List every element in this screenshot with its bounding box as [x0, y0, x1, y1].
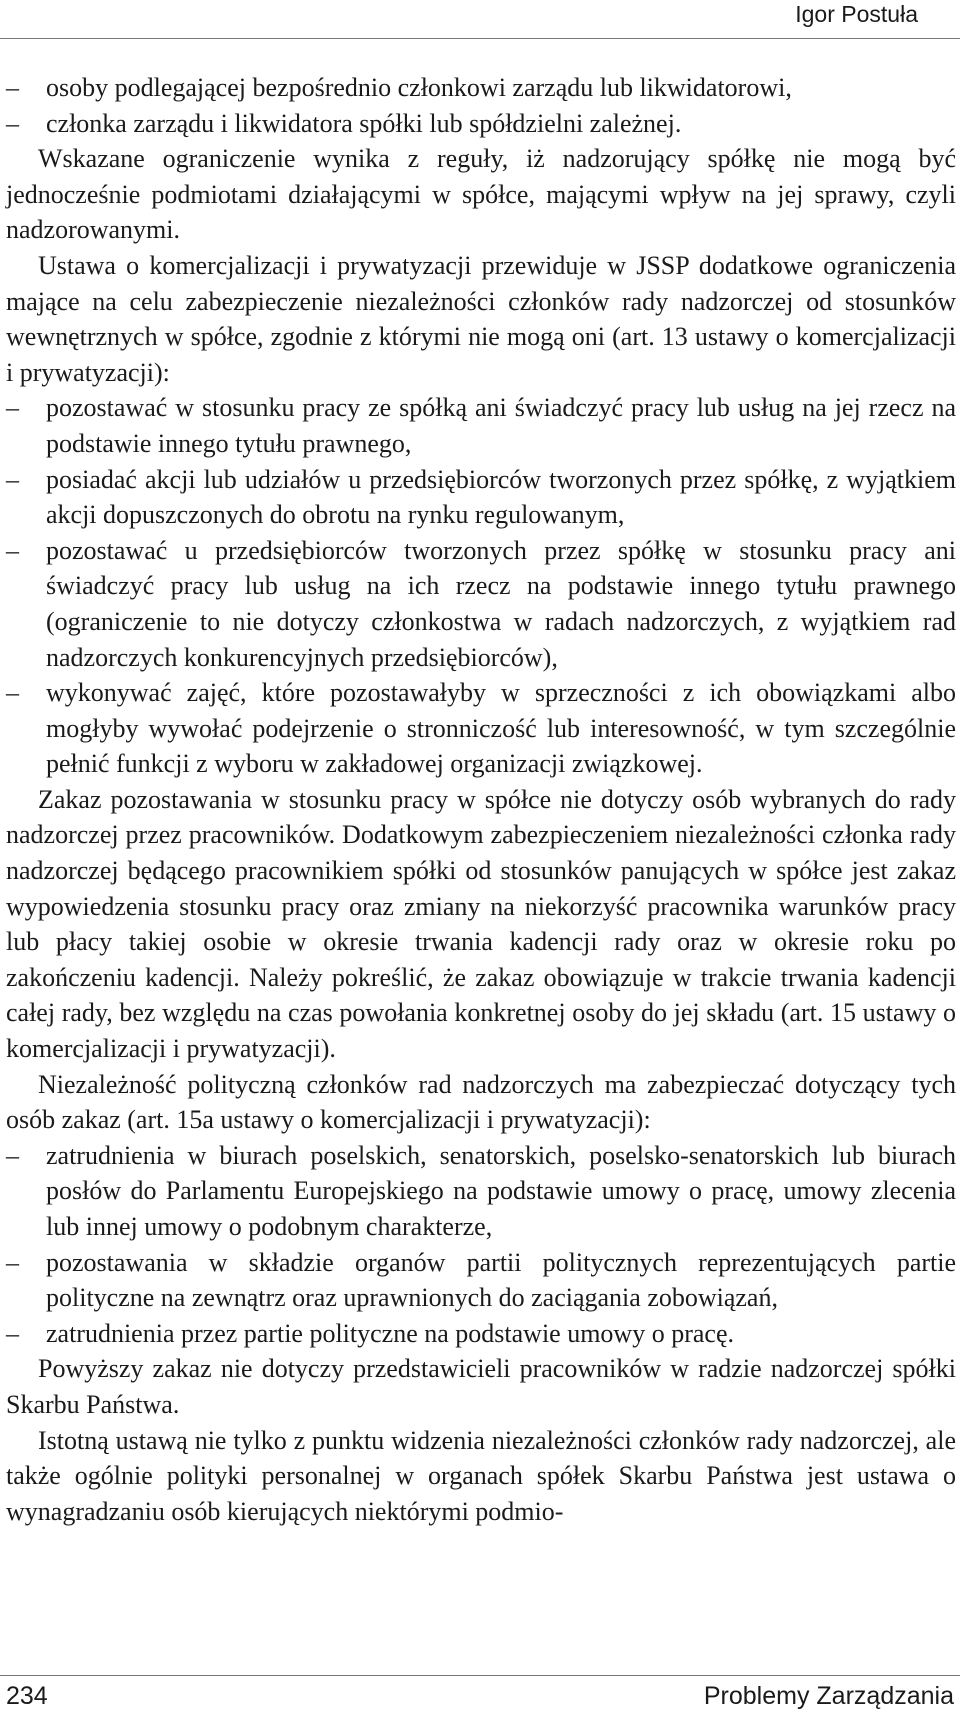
- list-item: [6, 1138, 956, 1245]
- list-item: [6, 390, 956, 461]
- list-item-text: pozostawania w składzie organów partii politycznych reprezentujących partie polityczne na zewnątrz oraz uprawnionych do zaciągania zobowiązań,: [46, 1247, 956, 1313]
- dash-marker: –: [6, 108, 19, 138]
- list-item-text: członka zarządu i likwidatora spółki lub spółdzielni zależnej.: [46, 108, 682, 138]
- dash-marker: –: [6, 393, 19, 423]
- list-item: [6, 1245, 956, 1316]
- paragraph: Powyższy zakaz nie dotyczy przedstawicieli pracowników w radzie nadzorczej spółki Skarbu Państwa.: [6, 1354, 956, 1419]
- list-item-text: zatrudnienia przez partie polityczne na podstawie umowy o pracę.: [46, 1318, 734, 1348]
- dash-marker: –: [6, 1247, 19, 1277]
- list-item: [6, 106, 956, 142]
- list-item-text: wykonywać zajęć, które pozostawałyby w sprzeczności z ich obowiązkami albo mogłyby wywołać podejrzenie o stronniczość lub interesowność, w tym szczególnie pełnić funkcji z wyboru w zakładowej organizacji związkowej.: [46, 678, 956, 779]
- list-item: [6, 675, 956, 782]
- journal-title: Problemy Zarządzania: [703, 1682, 954, 1710]
- body-text: [6, 70, 956, 1529]
- dash-marker: –: [6, 1318, 19, 1348]
- paragraph: Niezależność polityczną członków rad nadzorczych ma zabezpieczać dotyczący tych osób zakaz (art. 15a ustawy o komercjalizacji i prywatyzacji):: [6, 1069, 956, 1135]
- list-item: [6, 70, 956, 106]
- dash-marker: –: [6, 1140, 19, 1170]
- paragraph: Istotną ustawą nie tylko z punktu widzenia niezależności członków rady nadzorczej, ale także ogólnie polityki personalnej w organach spółek Skarbu Państwa jest ustawa o wynagradzaniu osób kierujących niektórymi podmio-: [6, 1425, 956, 1526]
- paragraph: Wskazane ograniczenie wynika z reguły, iż nadzorujący spółkę nie mogą być jednocześnie podmiotami działającymi w spółce, mającymi wpływ na jej sprawy, czyli nadzorowanymi.: [6, 144, 956, 245]
- list-item-text: pozostawać u przedsiębiorców tworzonych przez spółkę w stosunku pracy ani świadczyć pracy lub usług na ich rzecz na podstawie innego tytułu prawnego (ograniczenie to nie dotyczy członkostwa w radach nadzorczych, z wyjątkiem rad nadzorczych konkurencyjnych przedsiębiorców),: [46, 535, 956, 672]
- list-item-text: zatrudnienia w biurach poselskich, senatorskich, poselsko-senatorskich lub biurach posłów do Parlamentu Europejskiego na podstawie umowy o pracę, umowy zlecenia lub innej umowy o podobnym charakterze,: [46, 1140, 956, 1241]
- dash-marker: –: [6, 464, 19, 494]
- header-author: Igor Postuła: [795, 1, 918, 27]
- list-item-text: posiadać akcji lub udziałów u przedsiębiorców tworzonych przez spółkę, z wyjątkiem akcji dopuszczonych do obrotu na rynku regulowanym,: [46, 464, 956, 530]
- running-header: [0, 0, 960, 39]
- dash-marker: –: [6, 73, 19, 102]
- page-footer: [0, 1675, 960, 1722]
- dash-marker: –: [6, 535, 19, 565]
- list-item-text: pozostawać w stosunku pracy ze spółką ani świadczyć pracy lub usług na jej rzecz na podstawie innego tytułu prawnego,: [46, 393, 956, 458]
- list-item: [6, 1316, 956, 1352]
- dash-marker: –: [6, 678, 19, 708]
- paragraph: Ustawa o komercjalizacji i prywatyzacji przewiduje w JSSP dodatkowe ograniczenia mające na celu zabezpieczenie niezależności członków rady nadzorczej od stosunków wewnętrznych w spółce, zgodnie z którymi nie mogą oni (art. 13 ustawy o komercjalizacji i prywatyzacji):: [6, 250, 956, 387]
- list-item: [6, 533, 956, 675]
- list-item: [6, 462, 956, 533]
- page-number: 234: [6, 1682, 48, 1710]
- list-item-text: osoby podlegającej bezpośrednio członkowi zarządu lub likwidatorowi,: [46, 73, 792, 102]
- paragraph: Zakaz pozostawania w stosunku pracy w spółce nie dotyczy osób wybranych do rady nadzorczej przez pracowników. Dodatkowym zabezpieczeniem niezależności członka rady nadzorczej będącego pracownikiem spółki od stosunków panujących w spółce jest zakaz wypowiedzenia stosunku pracy oraz zmiany na niekorzyść pracownika warunków pracy lub płacy takiej osobie w okresie trwania kadencji rady oraz w okresie roku po zakończeniu kadencji. Należy pokreślić, że zakaz obowiązuje w trakcie trwania kadencji całej rady, bez względu na czas powołania konkretnej osoby do jej składu (art. 15 ustawy o komercjalizacji i prywatyzacji).: [6, 784, 956, 1064]
